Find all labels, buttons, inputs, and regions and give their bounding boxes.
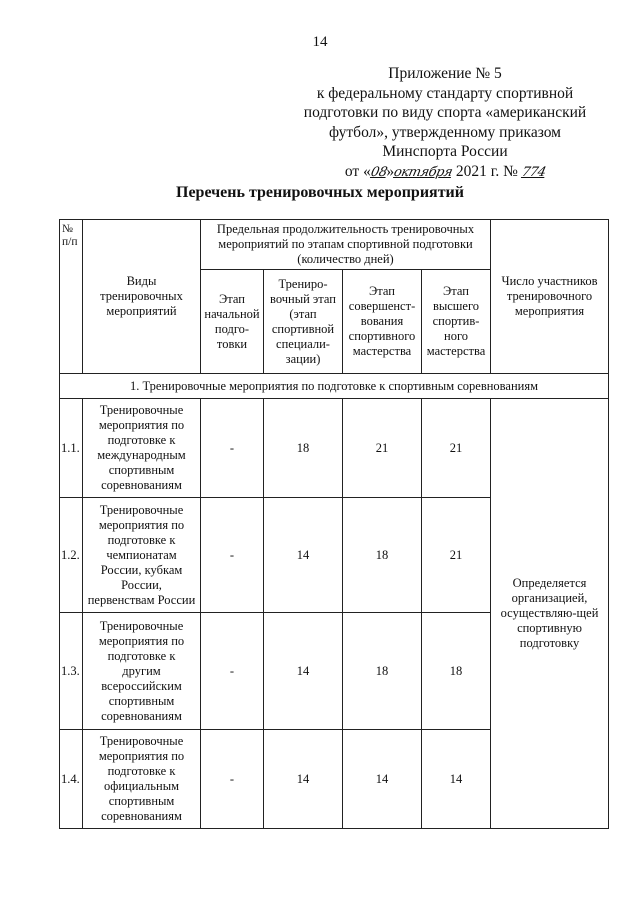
header-duration: Предельная продолжительность тренировочных мероприятий по этапам спортивной подготовки (количество дней) [201,220,491,270]
handwritten-order-number: 774 [520,164,547,180]
header-types: Виды тренировочных мероприятий [83,220,201,374]
order-date-line [300,162,590,183]
row-stage-initial: - [201,399,264,498]
training-events-table [59,219,609,829]
handwritten-month: октября [392,164,454,180]
header-stage-training: Трениро-вочный этап (этап спортивной специали-зации) [264,270,343,374]
row-number: 1.1. [60,399,83,498]
appendix-line-1: Приложение № 5 [388,65,502,82]
appendix-line-2: к федеральному стандарту спортивной [316,84,574,102]
row-event-type: Тренировочные мероприятия по подготовке к другим всероссийским спортивным соревнованиям [83,613,201,730]
row-stage-initial: - [201,730,264,829]
appendix-block [300,64,590,182]
participants-value: Определяется организацией, осуществляю-щей спортивную подготовку [491,399,609,829]
row-stage-training: 14 [264,613,343,730]
document-title: Перечень тренировочных мероприятий [176,184,464,201]
header-num: № п/п [60,220,83,374]
appendix-line-4: футбол», утвержденному приказом [329,123,561,141]
row-event-type: Тренировочные мероприятия по подготовке к международным спортивным соревнованиям [83,399,201,498]
header-stage-initial: Этап начальной подго-товки [201,270,264,374]
appendix-line-5: Минспорта России [382,143,508,160]
row-stage-improvement: 18 [343,498,422,613]
row-stage-higher: 21 [422,498,491,613]
header-stage-higher: Этап высшего спортив-ного мастерства [422,270,491,374]
table-row [60,399,609,498]
row-event-type: Тренировочные мероприятия по подготовке к официальным спортивным соревнованиям [83,730,201,829]
row-number: 1.2. [60,498,83,613]
appendix-line-3: подготовки по виду спорта «американский [303,104,587,121]
date-separator: » [386,162,395,180]
row-stage-initial: - [201,613,264,730]
row-stage-improvement: 18 [343,613,422,730]
row-stage-higher: 21 [422,399,491,498]
row-stage-training: 18 [264,399,343,498]
section-1-heading: 1. Тренировочные мероприятия по подготовке к спортивным соревнованиям [60,374,609,399]
header-stage-improvement: Этап совершенст-вования спортивного мастерства [343,270,422,374]
row-stage-improvement: 21 [343,399,422,498]
row-stage-training: 14 [264,498,343,613]
row-stage-higher: 14 [422,730,491,829]
row-number: 1.3. [60,613,83,730]
row-stage-higher: 18 [422,613,491,730]
row-stage-improvement: 14 [343,730,422,829]
date-prefix: от « [344,162,371,180]
handwritten-day: 08 [369,164,389,180]
row-stage-initial: - [201,498,264,613]
page-number: 14 [312,34,328,50]
date-year: 2021 г. № [452,162,522,180]
row-stage-training: 14 [264,730,343,829]
row-number: 1.4. [60,730,83,829]
header-participants: Число участников тренировочного мероприятия [491,220,609,374]
row-event-type: Тренировочные мероприятия по подготовке к чемпионатам России, кубкам России, первенствам России [83,498,201,613]
